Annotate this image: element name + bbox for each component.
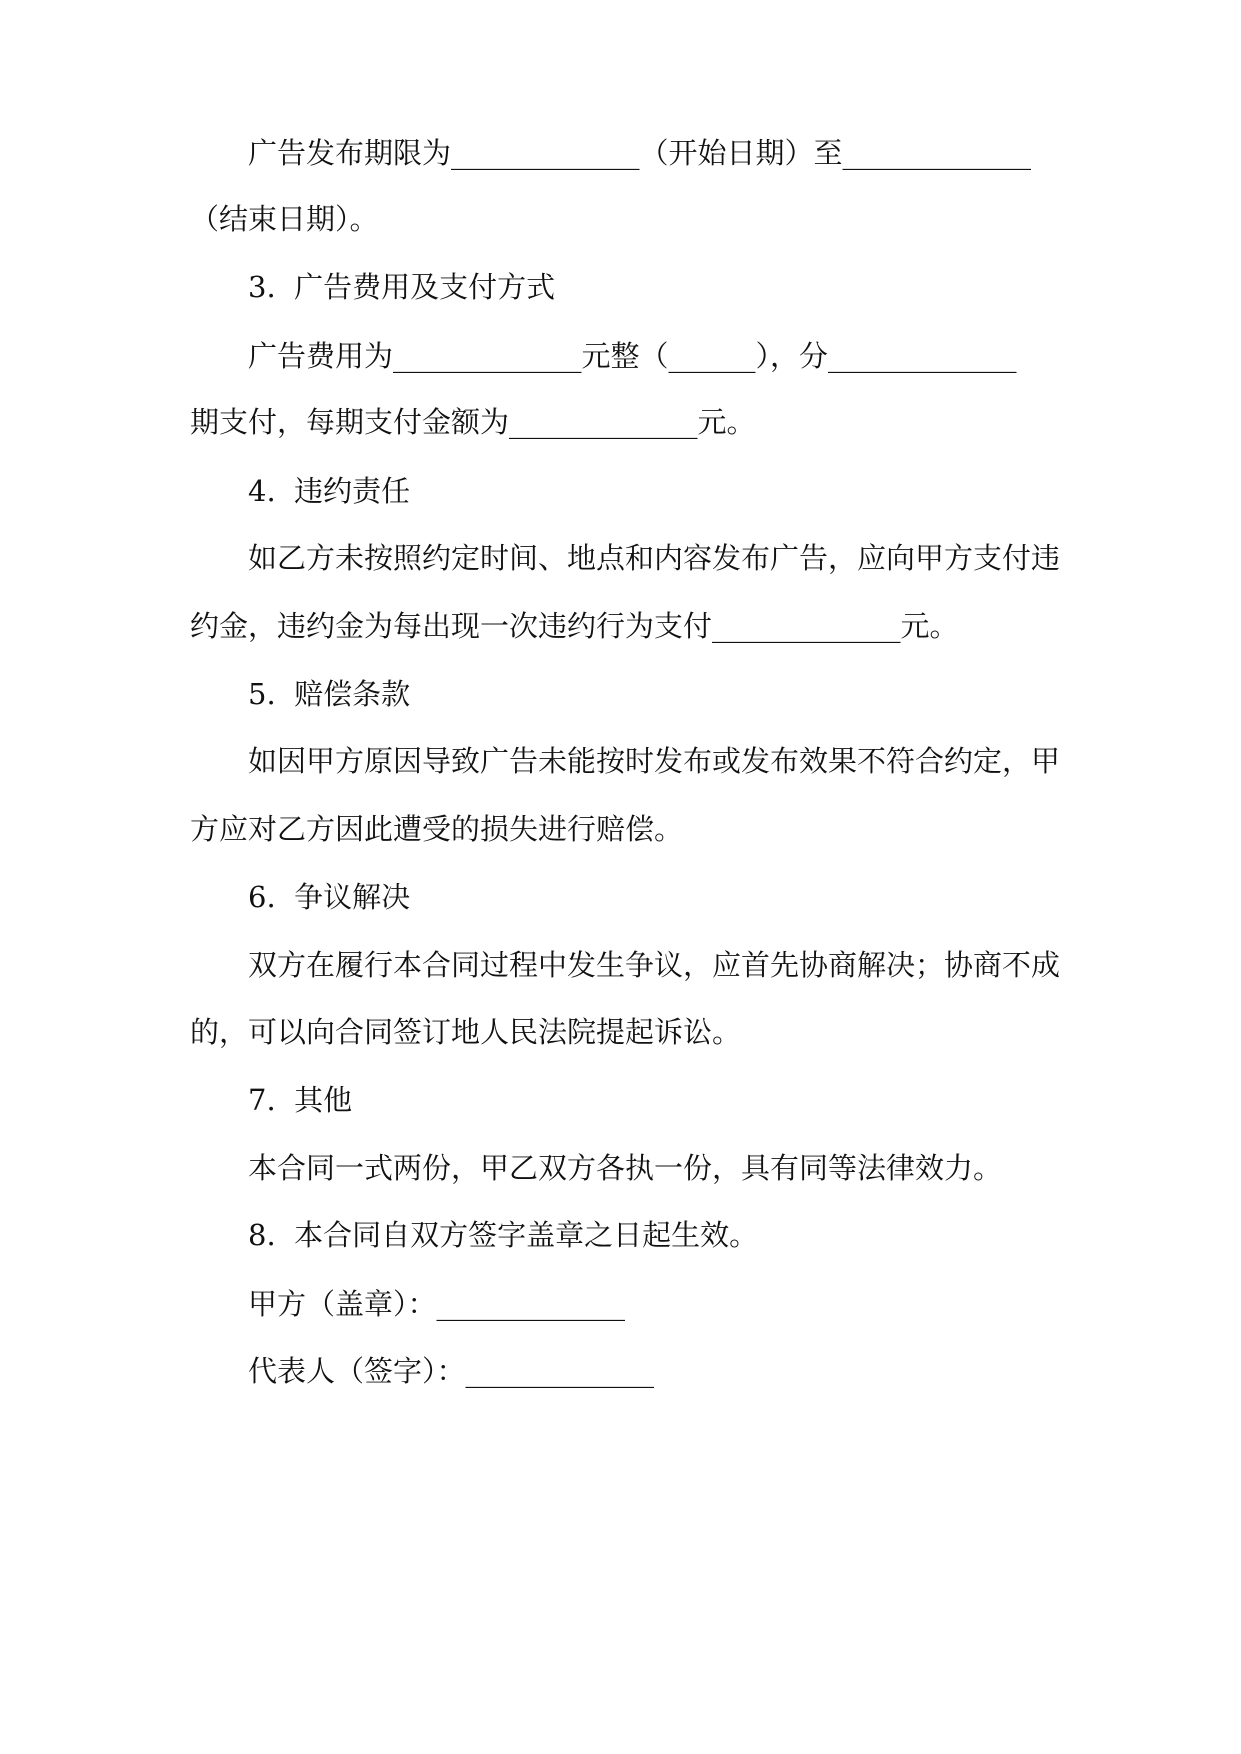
breach-text-line-2: 约金，违约金为每出现一次违约行为支付_____________元。 (190, 609, 959, 643)
fee-installment-line: 期支付，每期支付金额为_____________元。 (190, 405, 756, 439)
other-text-line: 本合同一式两份，甲乙双方各执一份，具有同等法律效力。 (248, 1151, 1003, 1185)
section-heading-dispute: 6. 争议解决 (248, 880, 411, 914)
dispute-text-line-1: 双方在履行本合同过程中发生争议，应首先协商解决；协商不成 (248, 948, 1061, 982)
ad-period-end-line: （结束日期）。 (190, 202, 379, 236)
section-heading-compensation: 5. 赔偿条款 (248, 677, 411, 711)
party-a-seal-line: 甲方（盖章）：_____________ (248, 1287, 626, 1321)
representative-signature-line: 代表人（签字）：_____________ (248, 1354, 655, 1388)
section-heading-breach: 4. 违约责任 (248, 474, 411, 508)
section-heading-other: 7. 其他 (248, 1083, 353, 1117)
compensation-text-line-2: 方应对乙方因此遭受的损失进行赔偿。 (190, 812, 684, 846)
compensation-text-line-1: 如因甲方原因导致广告未能按时发布或发布效果不符合约定，甲 (248, 744, 1061, 778)
section-heading-fees: 3. 广告费用及支付方式 (248, 270, 556, 304)
effective-clause-line: 8. 本合同自双方签字盖章之日起生效。 (248, 1218, 759, 1252)
fee-amount-line: 广告费用为_____________元整（______），分_____________ (248, 339, 1017, 373)
dispute-text-line-2: 的，可以向合同签订地人民法院提起诉讼。 (190, 1015, 742, 1049)
breach-text-line-1: 如乙方未按照约定时间、地点和内容发布广告，应向甲方支付违 (248, 541, 1061, 575)
ad-period-line: 广告发布期限为_____________（开始日期）至_____________ (248, 136, 1032, 170)
